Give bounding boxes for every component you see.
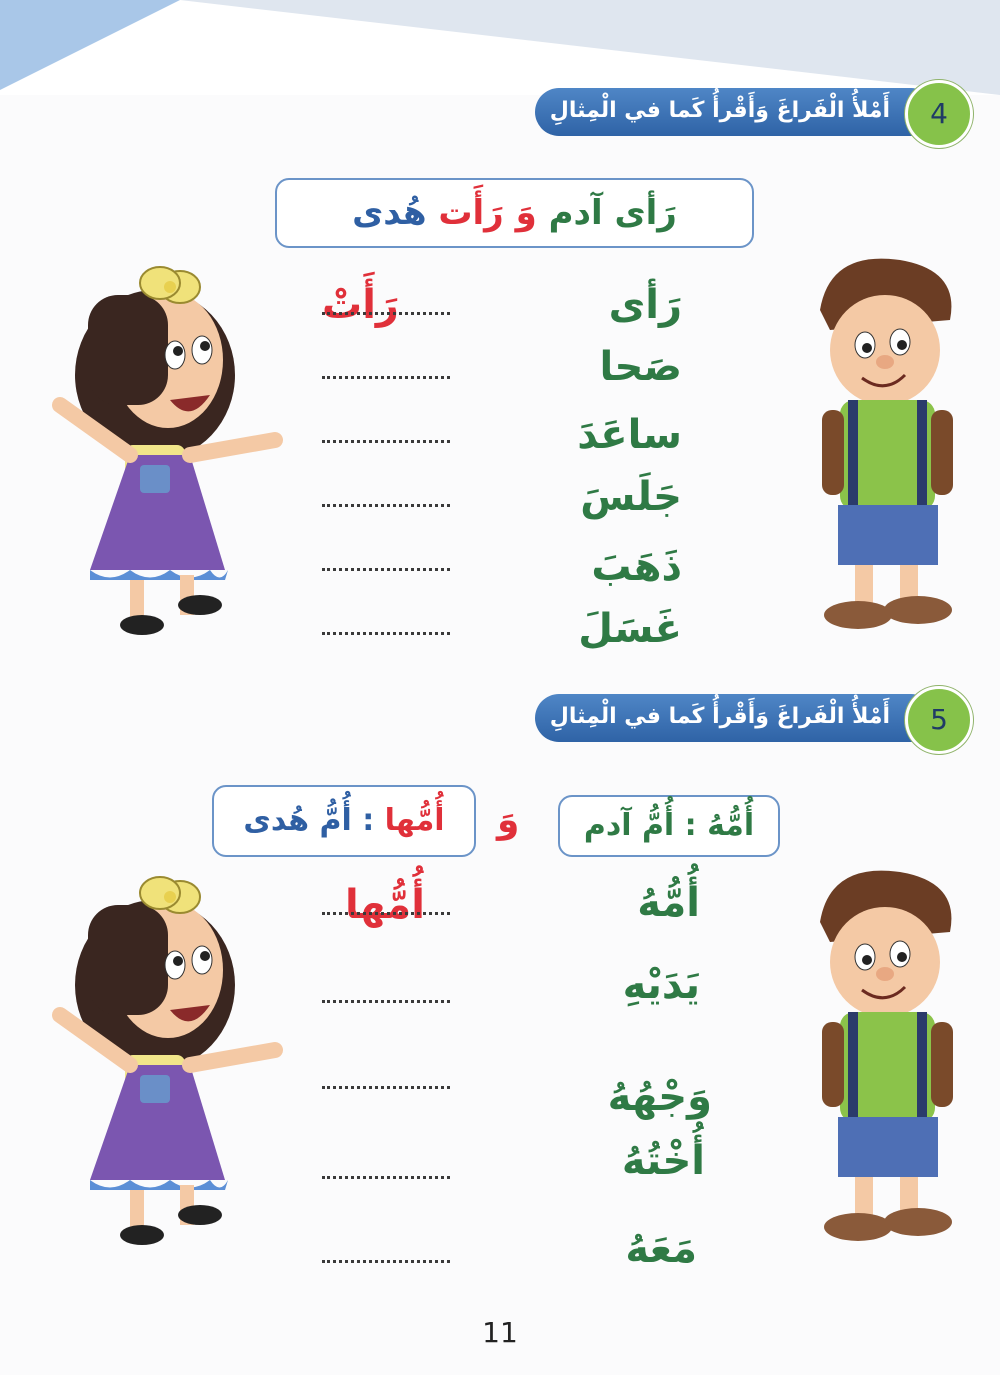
ex4-word-3: ساعَدَ: [577, 412, 682, 458]
ex4-blank-5[interactable]: [322, 568, 450, 571]
ex5-blank-5[interactable]: [322, 1260, 450, 1263]
ex4-word-1: رَأى: [608, 282, 682, 328]
ex4-word-6: غَسَلَ: [578, 606, 682, 652]
ex5-blank-3[interactable]: [322, 1086, 450, 1089]
girl-illustration-2: [50, 865, 290, 1250]
ex4-blank-2[interactable]: [322, 376, 450, 379]
boy-illustration-1: [800, 250, 970, 640]
exercise-5-title: أَمْلأُ الْفَراغَ وَأَقْرأُ كَما في الْمِثالِ: [549, 704, 890, 729]
ex5-blank-2[interactable]: [322, 1000, 450, 1003]
ex4-blank-1[interactable]: [322, 312, 450, 315]
ex5-example-answer: أُمُّها: [345, 882, 425, 928]
example-4-word-2: رَأَت: [438, 193, 504, 233]
ex5-blank-1[interactable]: [322, 912, 450, 915]
exercise-5-example-1: [558, 795, 780, 857]
example-5a-word-1: أُمُّهُ: [707, 808, 755, 843]
girl-illustration-1: [50, 255, 290, 640]
ex4-example-answer: رَأَتْ: [322, 282, 399, 328]
example-5b-word-2: : أُمُّ هُدى: [243, 803, 375, 838]
ex5-blank-4[interactable]: [322, 1176, 450, 1179]
ex4-blank-4[interactable]: [322, 504, 450, 507]
exercise-4-example: [275, 178, 754, 248]
example-5a-word-2: : أُمُّ آدم: [583, 808, 697, 843]
page-number: 11: [482, 1316, 518, 1349]
ex5-word-2: يَدَيْهِ: [622, 962, 700, 1008]
ex4-blank-6[interactable]: [322, 632, 450, 635]
example-4-word-1: رَأى آدم: [548, 193, 677, 233]
exercise-5-waw: وَ: [497, 800, 520, 841]
example-5b-word-1: أُمُّها: [384, 803, 445, 838]
boy-illustration-2: [800, 862, 970, 1252]
ex4-blank-3[interactable]: [322, 440, 450, 443]
ex5-word-5: مَعَهُ: [625, 1226, 697, 1272]
ex4-word-2: صَحا: [599, 344, 682, 390]
exercise-5-example-2: [212, 785, 476, 857]
example-4-word-3: هُدى: [352, 193, 427, 233]
ex5-word-3: وَجْهُهُ: [607, 1074, 712, 1120]
ex4-word-4: جَلَسَ: [580, 474, 682, 520]
ex4-word-5: ذَهَبَ: [591, 544, 682, 590]
exercise-5-number: 5: [905, 686, 973, 754]
ex5-word-4: أُخْتُهُ: [621, 1138, 705, 1184]
ex5-word-1: أُمُّهُ: [637, 880, 700, 926]
example-4-waw: وَ: [515, 193, 537, 233]
exercise-4-title: أَمْلأُ الْفَراغَ وَأَقْرأُ كَما في الْمِثالِ: [549, 98, 890, 123]
exercise-4-number: 4: [905, 80, 973, 148]
